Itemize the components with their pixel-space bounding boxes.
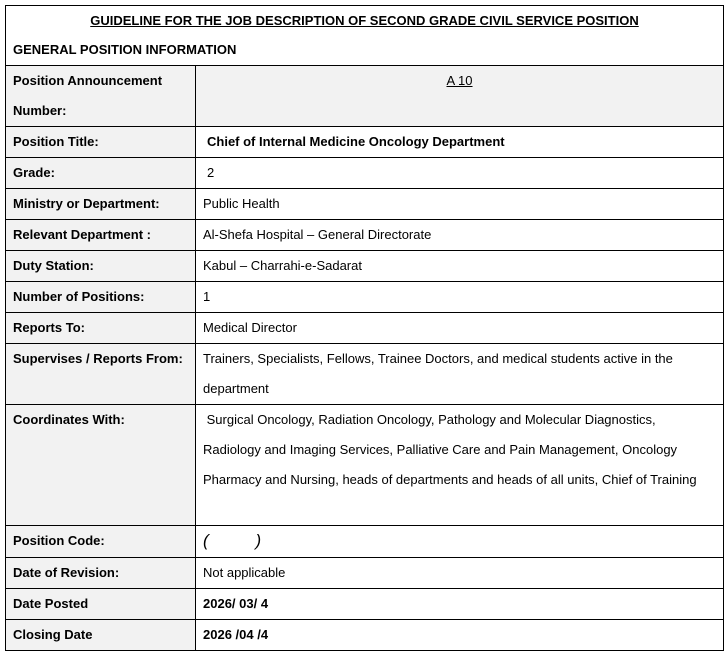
table-row: [6, 620, 724, 651]
ministry-value: Public Health: [196, 189, 724, 220]
position-title-value: Chief of Internal Medicine Oncology Department: [196, 127, 724, 158]
table-row: [6, 558, 724, 589]
table-row: [6, 313, 724, 344]
announcement-number-value: A 10: [446, 73, 473, 88]
duty-station-value: Kabul – Charrahi-e-Sadarat: [196, 251, 724, 282]
position-title-label: Position Title:: [6, 127, 196, 158]
date-of-revision-label: Date of Revision:: [6, 558, 196, 589]
relevant-department-value: Al-Shefa Hospital – General Directorate: [196, 220, 724, 251]
announcement-number-label: Position Announcement Number:: [6, 66, 196, 127]
table-row: [6, 526, 724, 558]
date-posted-value: 2026/ 03/ 4: [196, 589, 724, 620]
date-of-revision-value: Not applicable: [196, 558, 724, 589]
closing-date-value: 2026 /04 /4: [196, 620, 724, 651]
coordinates-with-label: Coordinates With:: [6, 405, 196, 526]
document-title: GUIDELINE FOR THE JOB DESCRIPTION OF SECOND GRADE CIVIL SERVICE POSITION: [5, 5, 724, 35]
coordinates-with-value: Surgical Oncology, Radiation Oncology, Pathology and Molecular Diagnostics, Radiology and Imaging Services, Palliative Care and Pain Management, Oncology Pharmacy and Nursing, heads of departments and heads of all units, Chief of Training: [196, 405, 724, 526]
number-of-positions-value: 1: [196, 282, 724, 313]
reports-to-label: Reports To:: [6, 313, 196, 344]
position-code-label: Position Code:: [6, 526, 196, 558]
announcement-number-cell: [196, 66, 724, 127]
date-posted-label: Date Posted: [6, 589, 196, 620]
section-title: GENERAL POSITION INFORMATION: [5, 35, 724, 65]
table-row: [6, 127, 724, 158]
table-row: [6, 344, 724, 405]
number-of-positions-label: Number of Positions:: [6, 282, 196, 313]
reports-to-value: Medical Director: [196, 313, 724, 344]
grade-label: Grade:: [6, 158, 196, 189]
position-code-cell: [196, 526, 724, 558]
supervises-label: Supervises / Reports From:: [6, 344, 196, 405]
relevant-department-label: Relevant Department :: [6, 220, 196, 251]
grade-value: 2: [196, 158, 724, 189]
table-row: [6, 282, 724, 313]
closing-date-label: Closing Date: [6, 620, 196, 651]
supervises-value: Trainers, Specialists, Fellows, Trainee Doctors, and medical students active in the department: [196, 344, 724, 405]
table-row: [6, 251, 724, 282]
table-row: [6, 189, 724, 220]
table-row: [6, 66, 724, 127]
duty-station-label: Duty Station:: [6, 251, 196, 282]
position-info-table: [5, 65, 724, 651]
table-row: [6, 220, 724, 251]
table-row: [6, 158, 724, 189]
ministry-label: Ministry or Department:: [6, 189, 196, 220]
table-row: [6, 589, 724, 620]
position-code-value: ( ): [203, 531, 263, 550]
table-row: [6, 405, 724, 526]
